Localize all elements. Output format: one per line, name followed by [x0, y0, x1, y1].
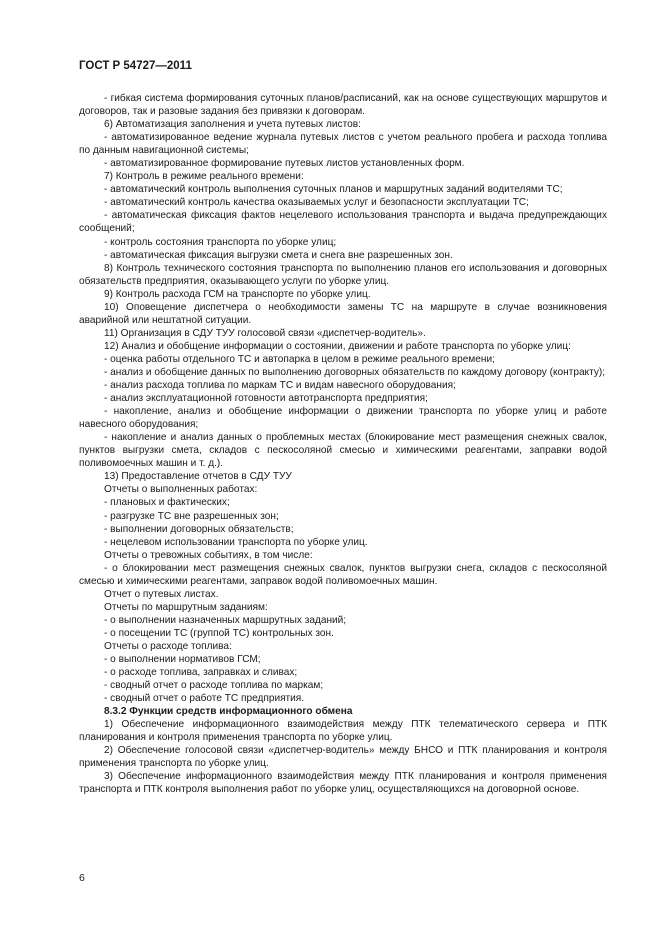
paragraph: - контроль состояния транспорта по уборке улиц;	[104, 236, 337, 248]
paragraph: - выполнении договорных обязательств;	[104, 523, 294, 535]
paragraph: 2) Обеспечение голосовой связи «диспетчер-водитель» между БНСО и ПТК планирования и контроля применения транспорта по уборке улиц.	[79, 745, 607, 770]
paragraph: 3) Обеспечение информационного взаимодействия между ПТК планирования и контроля применения транспорта и ПТК контроля выполнения работ по уборке улиц, осуществляющихся на договорной основе.	[79, 771, 607, 796]
paragraph: Отчеты по маршрутным заданиям:	[104, 601, 268, 613]
paragraph: 12) Анализ и обобщение информации о состоянии, движении и работе транспорта по уборке улиц:	[104, 340, 571, 352]
paragraph: 11) Организация в СДУ ТУУ голосовой связи «диспетчер-водитель».	[104, 327, 426, 339]
paragraph: - анализ и обобщение данных по выполнению договорных обязательств по каждому договору (контракту);	[104, 366, 606, 378]
paragraph: - накопление и анализ данных о проблемных местах (блокирование мест размещения снежных свалок, пунктов выгрузки смета, складов с пескосоляной смесью и химическими реагентами, заправки водой поливомоечных машин и т. д.).	[79, 432, 607, 470]
paragraph: 8) Контроль технического состояния транспорта по выполнению планов его использования и договорных обязательств предприятия, оказывающего услуги по уборке улиц.	[79, 262, 607, 287]
paragraph: - о расходе топлива, заправках и сливах;	[104, 667, 298, 679]
paragraph: Отчеты о тревожных событиях, в том числе:	[104, 549, 313, 561]
paragraph: - анализ эксплуатационной готовности автотранспорта предприятия;	[104, 393, 428, 405]
paragraph: - автоматизированное ведение журнала путевых листов с учетом реального пробега и расхода топлива по данным навигационной системы;	[79, 132, 607, 157]
paragraph: - нецелевом использовании транспорта по уборке улиц.	[104, 536, 368, 548]
paragraph: - автоматический контроль выполнения суточных планов и маршрутных заданий водителями ТС;	[104, 184, 563, 196]
paragraph: 7) Контроль в режиме реального времени:	[104, 171, 304, 183]
paragraph: Отчет о путевых листах.	[104, 588, 219, 600]
paragraph: - разгрузке ТС вне разрешенных зон;	[104, 510, 279, 522]
paragraph: 13) Предоставление отчетов в СДУ ТУУ	[104, 471, 292, 483]
document-header: ГОСТ Р 54727—2011	[79, 60, 192, 72]
paragraph: - накопление, анализ и обобщение информации о движении транспорта по уборке улиц и работе навесного оборудования;	[79, 406, 607, 431]
paragraph: - о блокировании мест размещения снежных свалок, пунктов выгрузки снега, складов с пескосоляной смесью и химическими реагентами, заправок водой поливомоечных машин.	[79, 562, 607, 587]
paragraph: 10) Оповещение диспетчера о необходимости замены ТС на маршруте в случае возникновения аварийной или нештатной ситуации.	[79, 301, 607, 326]
paragraph: - автоматизированное формирование путевых листов установленных форм.	[104, 158, 465, 170]
paragraph: 9) Контроль расхода ГСМ на транспорте по уборке улиц.	[104, 288, 371, 300]
section-heading: 8.3.2 Функции средств информационного обмена	[104, 706, 353, 718]
page-number: 6	[79, 872, 85, 884]
document-body	[79, 92, 607, 797]
paragraph: 6) Автоматизация заполнения и учета путевых листов:	[104, 119, 361, 131]
paragraph: - сводный отчет о работе ТС предприятия.	[104, 693, 305, 705]
paragraph: - оценка работы отдельного ТС и автопарка в целом в режиме реального времени;	[104, 353, 495, 365]
paragraph: Отчеты о расходе топлива:	[104, 640, 232, 652]
paragraph: - плановых и фактических;	[104, 497, 230, 509]
paragraph: - о посещении ТС (группой ТС) контрольных зон.	[104, 627, 334, 639]
paragraph: - гибкая система формирования суточных планов/расписаний, как на основе существующих маршрутов и договоров, так и разовые задания без привязки к договорам.	[79, 93, 607, 118]
paragraph: - сводный отчет о расходе топлива по маркам;	[104, 680, 324, 692]
paragraph: - автоматическая фиксация фактов нецелевого использования транспорта и выдача предупреждающих сообщений;	[79, 210, 607, 235]
paragraph: Отчеты о выполненных работах:	[104, 484, 258, 496]
paragraph: - автоматический контроль качества оказываемых услуг и безопасности эксплуатации ТС;	[104, 197, 529, 209]
paragraph: 1) Обеспечение информационного взаимодействия между ПТК телематического сервера и ПТК планирования и контроля применения транспорта по уборке улиц.	[79, 719, 607, 744]
paragraph: - о выполнении назначенных маршрутных заданий;	[104, 614, 347, 626]
paragraph: - автоматическая фиксация выгрузки смета и снега вне разрешенных зон.	[104, 249, 453, 261]
paragraph: - о выполнении нормативов ГСМ;	[104, 654, 261, 666]
paragraph: - анализ расхода топлива по маркам ТС и видам навесного оборудования;	[104, 380, 456, 392]
